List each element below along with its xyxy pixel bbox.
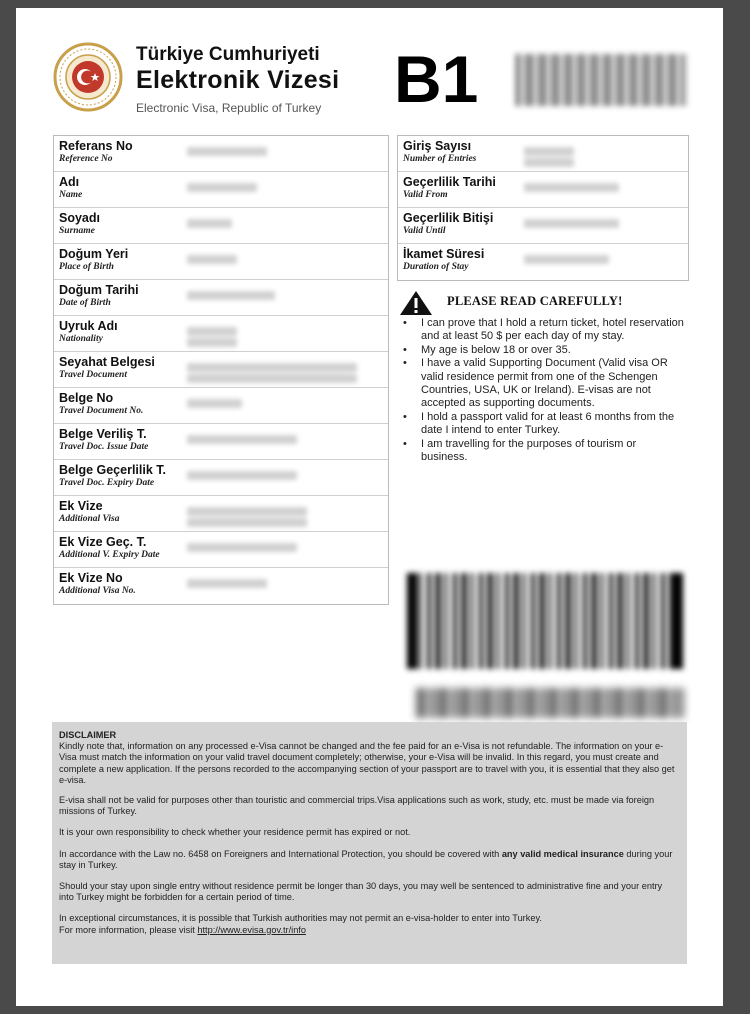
field-label-tr: Soyadı bbox=[59, 211, 100, 225]
field-label-en: Additional V. Expiry Date bbox=[59, 550, 160, 560]
disclaimer-text: For more information, please visit bbox=[59, 924, 198, 935]
redacted-value bbox=[187, 399, 242, 408]
redacted-value bbox=[187, 147, 267, 156]
table-row bbox=[398, 172, 688, 208]
disclaimer-box bbox=[52, 722, 687, 964]
field-label-tr: Doğum Tarihi bbox=[59, 283, 139, 297]
field-label-tr: Geçerlilik Bitişi bbox=[403, 211, 494, 225]
field-label-en: Place of Birth bbox=[59, 262, 114, 272]
list-item: • My age is below 18 or over 35. bbox=[401, 344, 685, 357]
redacted-code-text bbox=[416, 688, 684, 718]
list-item: • I hold a passport valid for at least 6 months from the date I intend to enter Turkey. bbox=[401, 411, 685, 438]
table-row bbox=[54, 388, 388, 424]
title-line-1: Türkiye Cumhuriyeti bbox=[136, 44, 320, 65]
field-label-en: Additional Visa bbox=[59, 514, 120, 524]
redacted-value bbox=[187, 255, 237, 264]
redacted-value bbox=[187, 291, 275, 300]
field-label-en: Travel Doc. Issue Date bbox=[59, 442, 149, 452]
redacted-value bbox=[524, 255, 609, 264]
table-row bbox=[398, 208, 688, 244]
field-label-tr: Ek Vize Geç. T. bbox=[59, 535, 147, 549]
table-row bbox=[54, 424, 388, 460]
table-row bbox=[54, 460, 388, 496]
field-label-tr: Belge Veriliş T. bbox=[59, 427, 147, 441]
field-label-en: Name bbox=[59, 190, 83, 200]
redacted-value bbox=[187, 219, 232, 228]
disclaimer-paragraph bbox=[59, 925, 679, 936]
field-label-tr: Seyahat Belgesi bbox=[59, 355, 155, 369]
field-label-en: Additional Visa No. bbox=[59, 586, 136, 596]
field-label-en: Nationality bbox=[59, 334, 103, 344]
disclaimer-paragraph: It is your own responsibility to check whether your residence permit has expired or not. bbox=[59, 827, 411, 838]
redacted-value bbox=[187, 183, 257, 192]
disclaimer-text: In accordance with the Law no. 6458 on Foreigners and International Protection, you should be covered with bbox=[59, 848, 502, 859]
table-row bbox=[398, 136, 688, 172]
table-row bbox=[54, 352, 388, 388]
notice-list bbox=[401, 317, 685, 464]
disclaimer-paragraph: Kindly note that, information on any processed e-Visa cannot be changed and the fee paid for an e-Visa is not refundable. The information on your e-Visa must match the information on your valid travel document completely; otherwise, your e-Visa will be invalid. In this regard, you must create and complete a new application. If the persons recorded to the accompanying section of your passport are to travel with you, it is essential that they also get e-visa. bbox=[59, 741, 675, 785]
field-label-en: Valid From bbox=[403, 190, 448, 200]
field-label-tr: Doğum Yeri bbox=[59, 247, 129, 261]
table-row bbox=[54, 496, 388, 532]
list-item: • I am travelling for the purposes of tourism or business. bbox=[401, 438, 685, 465]
table-row bbox=[54, 280, 388, 316]
subtitle: Electronic Visa, Republic of Turkey bbox=[136, 101, 322, 115]
field-label-tr: Uyruk Adı bbox=[59, 319, 118, 333]
redacted-value bbox=[187, 471, 297, 480]
field-label-en: Date of Birth bbox=[59, 298, 111, 308]
redacted-value bbox=[187, 435, 297, 444]
warning-icon bbox=[399, 290, 433, 316]
field-label-en: Surname bbox=[59, 226, 95, 236]
redacted-value bbox=[187, 543, 297, 552]
field-label-en: Travel Document No. bbox=[59, 406, 144, 416]
field-label-tr: Belge No bbox=[59, 391, 114, 405]
redacted-value bbox=[524, 219, 619, 228]
field-label-en: Travel Doc. Expiry Date bbox=[59, 478, 155, 488]
redacted-value bbox=[187, 579, 267, 588]
disclaimer-text: during your stay in Turkey. bbox=[59, 848, 673, 870]
list-item: • I can prove that I hold a return ticket, hotel reservation and at least 50 $ per each day of my stay. bbox=[401, 317, 685, 344]
disclaimer-paragraph: E-visa shall not be valid for purposes other than touristic and commercial trips.Visa applications such as work, study, etc. must be made via foreign missions of Turkey. bbox=[59, 795, 655, 817]
table-row bbox=[398, 244, 688, 280]
visa-document bbox=[16, 8, 723, 1006]
field-label-en: Number of Entries bbox=[403, 154, 477, 164]
table-row bbox=[54, 172, 388, 208]
field-label-tr: Referans No bbox=[59, 139, 133, 153]
table-row bbox=[54, 244, 388, 280]
table-row bbox=[54, 316, 388, 352]
field-label-tr: Belge Geçerlilik T. bbox=[59, 463, 166, 477]
field-label-tr: Geçerlilik Tarihi bbox=[403, 175, 496, 189]
redacted-value bbox=[187, 363, 357, 372]
redacted-value bbox=[187, 327, 237, 336]
redacted-value bbox=[524, 147, 574, 156]
field-label-en: Valid Until bbox=[403, 226, 446, 236]
disclaimer-paragraph: In exceptional circumstances, it is possible that Turkish authorities may not permit an e-visa-holder to enter into Turkey. bbox=[59, 913, 542, 924]
redacted-value bbox=[524, 183, 619, 192]
disclaimer-paragraph: Should your stay upon single entry without residence permit be longer than 30 days, you may well be sentenced to administrative fine and your entry into Turkey might be forbidden for a certain period of time. bbox=[59, 881, 663, 903]
disclaimer-paragraph bbox=[59, 849, 679, 871]
field-label-tr: Adı bbox=[59, 175, 80, 189]
disclaimer-title: DISCLAIMER bbox=[59, 730, 117, 740]
visa-type-code: B1 bbox=[394, 42, 479, 116]
field-label-en: Reference No bbox=[59, 154, 113, 164]
table-row bbox=[54, 136, 388, 172]
table-row bbox=[54, 208, 388, 244]
field-label-tr: Ek Vize bbox=[59, 499, 103, 513]
redacted-barcode bbox=[516, 54, 686, 106]
table-row bbox=[54, 532, 388, 568]
redacted-value bbox=[187, 507, 307, 516]
table-row bbox=[54, 568, 388, 604]
disclaimer-bold-text: any valid medical insurance bbox=[501, 848, 624, 859]
field-label-tr: Ek Vize No bbox=[59, 571, 123, 585]
evisa-info-link[interactable]: http://www.evisa.gov.tr/info bbox=[197, 924, 306, 935]
field-label-en: Travel Document bbox=[59, 370, 127, 380]
field-label-tr: Giriş Sayısı bbox=[403, 139, 472, 153]
republic-seal-icon bbox=[53, 42, 123, 112]
applicant-info-table bbox=[53, 135, 389, 605]
list-item: • I have a valid Supporting Document (Valid visa OR valid residence permit from one of the Schengen Countries, USA, UK or Ireland). E-visas are not accepted as supporting documents. bbox=[401, 357, 685, 411]
redacted-qr-code bbox=[409, 573, 681, 669]
field-label-tr: İkamet Süresi bbox=[403, 247, 485, 261]
visa-validity-table bbox=[397, 135, 689, 281]
notice-title: PLEASE READ CAREFULLY! bbox=[447, 294, 623, 308]
field-label-en: Duration of Stay bbox=[403, 262, 469, 272]
title-line-2: Elektronik Vizesi bbox=[136, 66, 340, 94]
